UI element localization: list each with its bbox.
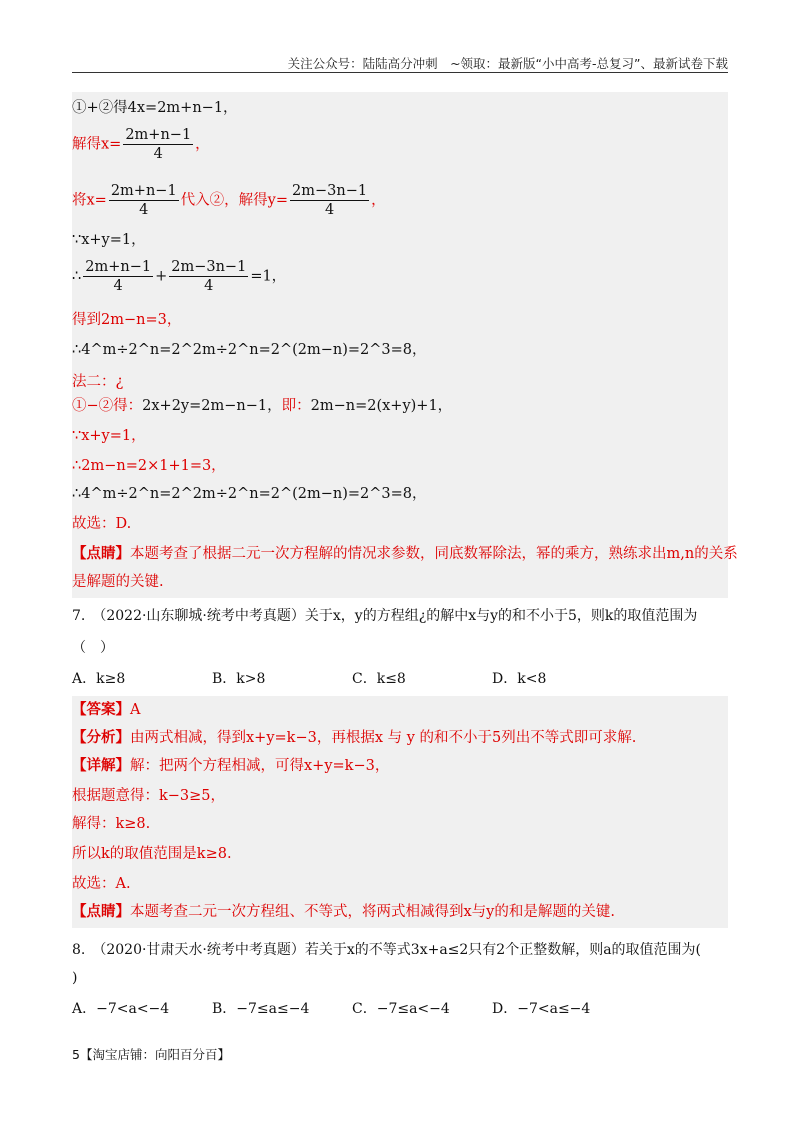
question-8-paren: ) bbox=[72, 970, 78, 986]
sol-line: 故选：D. bbox=[72, 516, 132, 532]
sol-line: ∴4^m÷2^n=2^2m÷2^n=2^(2m−n)=2^3=8， bbox=[72, 342, 427, 358]
analysis-line: 【分析】由两式相减，得到x+y=k−3，再根据x 与 y 的和不小于5列出不等式即可求解. bbox=[72, 729, 637, 746]
detail-line: 解得：k≥8. bbox=[72, 816, 151, 832]
detail-line: 所以k的取值范围是k≥8. bbox=[72, 846, 232, 862]
sol-line: ∵x+y=1， bbox=[72, 428, 146, 444]
option-b[interactable]: B．−7≤a≤−4 bbox=[212, 1001, 310, 1017]
option-b[interactable]: B．k>8 bbox=[212, 671, 266, 687]
option-a[interactable]: A．k≥8 bbox=[72, 671, 126, 687]
sol-line: 法二：¿ bbox=[72, 374, 124, 390]
page-footer: 5【淘宝店铺：向阳百分百】 bbox=[72, 1047, 230, 1062]
option-c[interactable]: C．−7≤a<−4 bbox=[352, 1001, 450, 1017]
sol-line: ∵x+y=1， bbox=[72, 232, 146, 248]
solution-block-6 bbox=[72, 92, 738, 598]
solution-block-7 bbox=[72, 696, 728, 928]
sol-line: 是解题的关键. bbox=[72, 574, 164, 590]
sol-line: ∴ $\frac{2m+n-1}{4}$ + $\frac{2m-3n-1}{4}$ =1， bbox=[72, 259, 287, 294]
sol-line: ①+②得4x=2m+n−1， bbox=[72, 100, 238, 116]
sol-line: 解得x= $\frac{2m+n-1}{4}$ ， bbox=[72, 127, 210, 162]
note-line: 【点睛】本题考查二元一次方程组、不等式，将两式相减得到x与y的和是解题的关键. bbox=[72, 903, 615, 920]
option-d[interactable]: D．k<8 bbox=[492, 671, 547, 687]
sol-line: ①−②得：2x+2y=2m−n−1，即：2m−n=2(x+y)+1， bbox=[72, 398, 453, 414]
sol-line: ∴4^m÷2^n=2^2m÷2^n=2^(2m−n)=2^3=8， bbox=[72, 486, 427, 502]
question-7-paren: （ ） bbox=[72, 640, 114, 656]
question-8-stem: 8. （2020·甘肃天水·统考中考真题）若关于x的不等式3x+a≤2只有2个正整数解，则a的取值范围为( bbox=[72, 942, 702, 958]
option-c[interactable]: C．k≤8 bbox=[352, 671, 406, 687]
sol-line: 将x= $\frac{2m+n-1}{4}$ 代入②，解得y= $\frac{2m-3n-1}{4}$ ， bbox=[72, 183, 386, 218]
detail-line: 根据题意得：k−3≥5， bbox=[72, 788, 226, 804]
sol-line: ∴2m−n=2×1+1=3， bbox=[72, 458, 226, 474]
header-rule bbox=[72, 72, 728, 73]
question-7-stem: 7. （2022·山东聊城·统考中考真题）关于x，y的方程组¿的解中x与y的和不小于5，则k的取值范围为 bbox=[72, 608, 698, 624]
sol-line: 【点睛】本题考查了根据二元一次方程解的情况求参数，同底数幂除法，幂的乘方，熟练求出m,n的关系 bbox=[72, 545, 738, 562]
detail-line: 【详解】解：把两个方程相减，可得x+y=k−3， bbox=[72, 757, 390, 774]
option-d[interactable]: D．−7<a≤−4 bbox=[492, 1001, 591, 1017]
detail-line: 故选：A. bbox=[72, 876, 131, 892]
page-header: 关注公众号：陆陆高分冲刺 ~领取：最新版“小中高考-总复习”、最新试卷下载 bbox=[287, 56, 728, 71]
answer-line: 【答案】A bbox=[72, 701, 141, 718]
option-a[interactable]: A．−7<a<−4 bbox=[72, 1001, 170, 1017]
sol-line: 得到2m−n=3， bbox=[72, 312, 182, 328]
